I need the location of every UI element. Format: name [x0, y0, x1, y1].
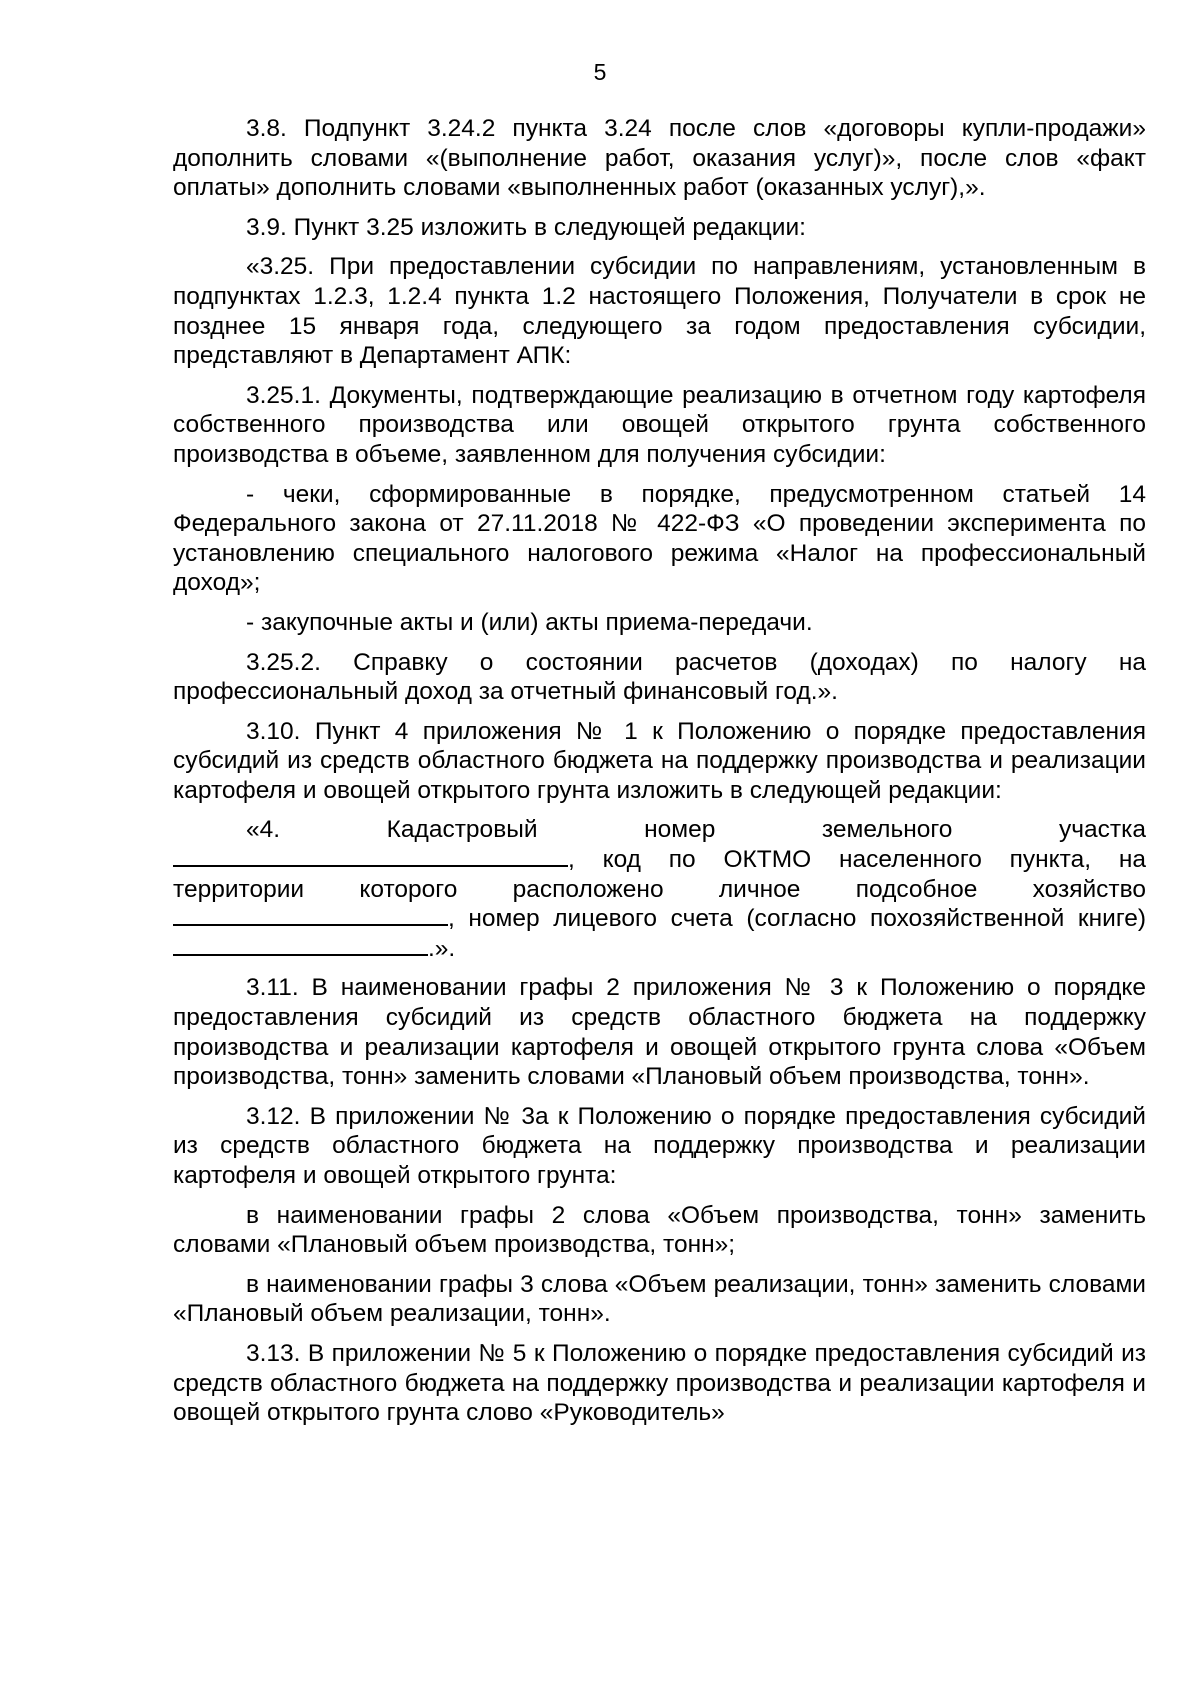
paragraph-receipts: - чеки, сформированные в порядке, предусмотренном статьей 14 Федерального закона от 27.11.2018 № 422-ФЗ «О проведении эксперимента по установлению специального налогового режима «Налог на профессиональный доход»;	[173, 480, 1146, 597]
paragraph-graph-2: в наименовании графы 2 слова «Объем производства, тонн» заменить словами «Плановый объем производства, тонн»;	[173, 1201, 1146, 1259]
blank-line-cadastral-number	[173, 864, 568, 867]
paragraph-3-25-2: 3.25.2. Справку о состоянии расчетов (доходах) по налогу на профессиональный доход за отчетный финансовый год.».	[173, 648, 1146, 706]
form-text-account: , номер лицевого счета (согласно похозяйственной книге)	[448, 905, 1146, 933]
paragraph-3-8: 3.8. Подпункт 3.24.2 пункта 3.24 после слов «договоры купли-продажи» дополнить словами «(выполнение работ, оказания услуг)», после слов «факт оплаты» дополнить словами «выполненных работ (оказанных услуг),».	[173, 115, 1146, 202]
form-text-end: .».	[428, 934, 456, 962]
form-text-cadastral: «4. Кадастровый номер земельного участка	[246, 816, 1146, 844]
paragraph-acts: - закупочные акты и (или) акты приема-передачи.	[246, 608, 813, 636]
form-text-oktmo: , код по ОКТМО населенного пункта, на территории которого расположено личное подсобное хозяйство	[173, 846, 1146, 903]
paragraph-3-12: 3.12. В приложении № 3а к Положению о порядке предоставления субсидий из средств областного бюджета на поддержку производства и реализации картофеля и овощей открытого грунта:	[173, 1102, 1146, 1189]
paragraph-3-25: «3.25. При предоставлении субсидии по направлениям, установленным в подпунктах 1.2.3, 1.2.4 пункта 1.2 настоящего Положения, Получатели в срок не позднее 15 января года, следующего за годом предоставления субсидии, представляют в Департамент АПК:	[173, 253, 1146, 370]
paragraph-form-item-4	[173, 815, 1146, 963]
blank-line-oktmo	[173, 923, 448, 926]
paragraph-graph-3: в наименовании графы 3 слова «Объем реализации, тонн» заменить словами «Плановый объем реализации, тонн».	[173, 1270, 1146, 1328]
paragraph-3-11: 3.11. В наименовании графы 2 приложения № 3 к Положению о порядке предоставления субсидий из средств областного бюджета на поддержку производства и реализации картофеля и овощей открытого грунта слова «Объем производства, тонн» заменить словами «Плановый объем производства, тонн».	[173, 974, 1146, 1091]
paragraph-3-10: 3.10. Пункт 4 приложения № 1 к Положению о порядке предоставления субсидий из средств областного бюджета на поддержку производства и реализации картофеля и овощей открытого грунта изложить в следующей редакции:	[173, 717, 1146, 804]
page-number: 5	[593, 59, 607, 85]
paragraph-3-25-1: 3.25.1. Документы, подтверждающие реализацию в отчетном году картофеля собственного производства или овощей открытого грунта собственного производства в объеме, заявленном для получения субсидии:	[173, 381, 1146, 468]
paragraph-3-13: 3.13. В приложении № 5 к Положению о порядке предоставления субсидий из средств областного бюджета на поддержку производства и реализации картофеля и овощей открытого грунта слово «Руководитель»	[173, 1339, 1146, 1427]
blank-line-account-number	[173, 953, 428, 956]
document-body	[173, 114, 1146, 1438]
paragraph-3-9: 3.9. Пункт 3.25 изложить в следующей редакции:	[246, 213, 806, 241]
